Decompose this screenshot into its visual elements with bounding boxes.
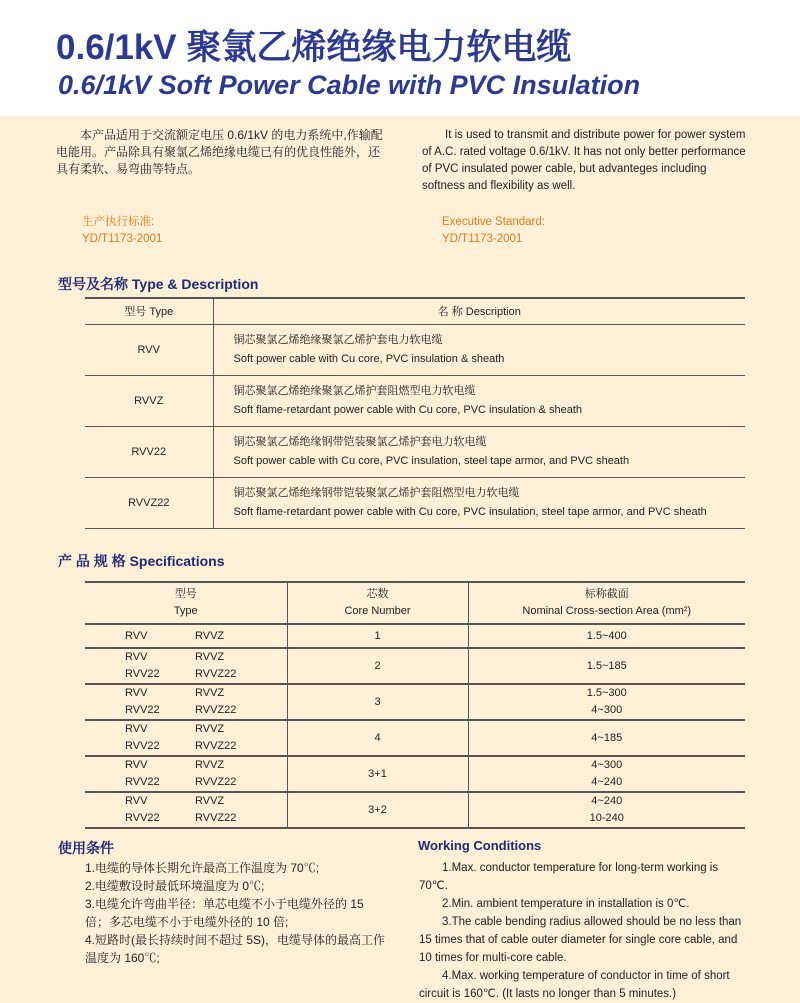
spec-area: 4~240 [591,776,623,788]
spec-row [85,792,745,828]
conditions-heading-en: Working Conditions [418,838,542,853]
type-row [85,324,745,375]
spec-type: RVV [125,795,148,807]
desc-cn: 铜芯聚氯乙烯绝缘聚氯乙烯护套阻燃型电力软电缆 [233,384,476,397]
col-area-cn: 标称截面 [584,588,629,600]
condition-cn-item: 1.电缆的导体长期允许最高工作温度为 70℃; [85,861,320,875]
type-row [85,426,745,477]
standard-cn [82,214,162,248]
desc-en: Soft power cable with Cu core, PVC insulation, steel tape armor, and PVC sheath [233,454,630,467]
spec-type: RVVZ [195,629,225,642]
type-row [85,477,745,528]
spec-heading: 产 品 规 格 Specifications [58,553,225,569]
condition-en-item: 2.Min. ambient temperature in installation is 0℃. [442,898,690,910]
desc-en: Soft flame-retardant power cable with Cu core, PVC insulation & sheath [233,403,583,416]
spec-type: RVVZ22 [195,812,237,824]
desc-cn: 铜芯聚氯乙烯绝缘钢带铠装聚氯乙烯护套电力软电缆 [233,435,487,448]
spec-area: 4~240 [591,795,623,807]
title-en: 0.6/1kV Soft Power Cable with PVC Insulation [58,70,641,100]
type-code: RVV22 [85,426,213,477]
spec-type: RVVZ [195,759,225,771]
spec-row [85,720,745,756]
spec-row [85,648,745,684]
spec-type: RVVZ [195,651,225,663]
spec-type: RVVZ [195,687,225,699]
spec-type: RVV [125,651,148,663]
spec-type: RVV [125,723,148,735]
spec-core: 1 [287,624,468,648]
spec-core: 4 [287,720,468,756]
spec-area: 10-240 [589,812,624,824]
spec-area: 1.5~185 [586,659,627,672]
spec-table [85,581,745,829]
title-cn: 0.6/1kV 聚氯乙烯绝缘电力软电缆 [56,28,572,67]
spec-core: 2 [287,648,468,684]
type-code: RVV [85,324,213,375]
col-core [287,582,468,624]
spec-area: 4~300 [591,704,623,716]
condition-en-item: 3.The cable bending radius allowed should be no less than 15 times that of cable outer diameter for single core cable, and 10 times for multi-core cable. [419,916,742,964]
col-type-cn: 型号 [174,588,197,600]
spec-area: 1.5~400 [586,629,627,642]
type-code: RVVZ [85,375,213,426]
spec-type: RVV [125,687,148,699]
type-code: RVVZ22 [85,477,213,528]
conditions-heading-cn: 使用条件 [58,840,114,856]
spec-type: RVVZ22 [195,668,237,680]
condition-cn-item: 4.短路时(最长持续时间不超过 5S)，电缆导体的最高工作温度为 160℃; [85,933,386,965]
spec-type: RVVZ22 [195,704,237,716]
type-table [85,297,745,529]
intro-en: It is used to transmit and distribute power for power system of A.C. rated voltage 0.6/1kV. It has not only better performance of PVC insulated power cable, but advanteges including softness and flexibility as well. [422,129,746,192]
type-desc [213,375,745,426]
spec-type: RVVZ22 [195,776,237,788]
type-heading: 型号及名称 Type & Description [58,276,259,292]
condition-en-item: 1.Max. conductor temperature for long-term working is 70℃. [419,862,719,892]
col-area-en: Nominal Cross-section Area (mm²) [522,605,692,617]
type-row [85,375,745,426]
conditions-en [419,859,749,1003]
spec-type: RVVZ [195,723,225,735]
condition-en-item: 4.Max. working temperature of conductor in time of short circuit is 160℃. (It lasts no longer than 5 minutes.) [419,970,730,1000]
condition-cn-item: 2.电缆敷设时最低环境温度为 0℃; [85,879,265,893]
col-type [85,582,287,624]
standard-cn-label: 生产执行标准: [82,216,155,228]
condition-cn-item: 3.电缆允许弯曲半径：单芯电缆不小于电缆外径的 15 倍；多芯电缆不小于电缆外径的 10 倍; [85,897,364,929]
col-description: 名 称 Description [213,298,745,324]
standard-cn-value: YD/T1173-2001 [82,233,163,245]
col-core-cn: 芯数 [366,588,389,600]
desc-cn: 铜芯聚氯乙烯绝缘钢带铠装聚氯乙烯护套阻燃型电力软电缆 [233,486,520,499]
spec-type: RVV22 [125,740,160,752]
spec-type: RVV22 [125,812,160,824]
spec-row [85,684,745,720]
spec-area: 4~300 [591,759,623,771]
spec-type: RVVZ [195,795,225,807]
col-area [468,582,745,624]
type-desc [213,477,745,528]
intro-cn: 本产品适用于交流额定电压 0.6/1kV 的电力系统中,作输配电能用。产品除具有聚氯乙烯绝缘电缆已有的优良性能外，还具有柔软、易弯曲等特点。 [56,128,383,176]
type-desc [213,324,745,375]
type-desc [213,426,745,477]
spec-type: RVV22 [125,668,160,680]
col-type-en: Type [173,605,198,617]
spec-type: RVV22 [125,704,160,716]
spec-area: 1.5~300 [586,687,627,699]
spec-type: RVVZ22 [195,740,237,752]
desc-en: Soft power cable with Cu core, PVC insulation & sheath [233,352,505,365]
conditions-cn [85,859,390,967]
spec-row [85,756,745,792]
spec-type: RVV [125,759,148,771]
standard-en-label: Executive Standard: [442,216,545,228]
spec-type: RVV22 [125,776,160,788]
spec-area: 4~185 [591,731,623,744]
col-core-en: Core Number [344,605,411,617]
spec-core: 3+1 [287,756,468,792]
standard-en [442,214,545,248]
standard-en-value: YD/T1173-2001 [442,233,523,245]
spec-core: 3 [287,684,468,720]
col-type: 型号 Type [85,298,213,324]
spec-core: 3+2 [287,792,468,828]
desc-en: Soft flame-retardant power cable with Cu core, PVC insulation, steel tape armor, and PVC sheath [233,505,707,518]
desc-cn: 铜芯聚氯乙烯绝缘聚氯乙烯护套电力软电缆 [233,333,443,346]
spec-type: RVV [125,629,148,642]
spec-row [85,624,745,648]
